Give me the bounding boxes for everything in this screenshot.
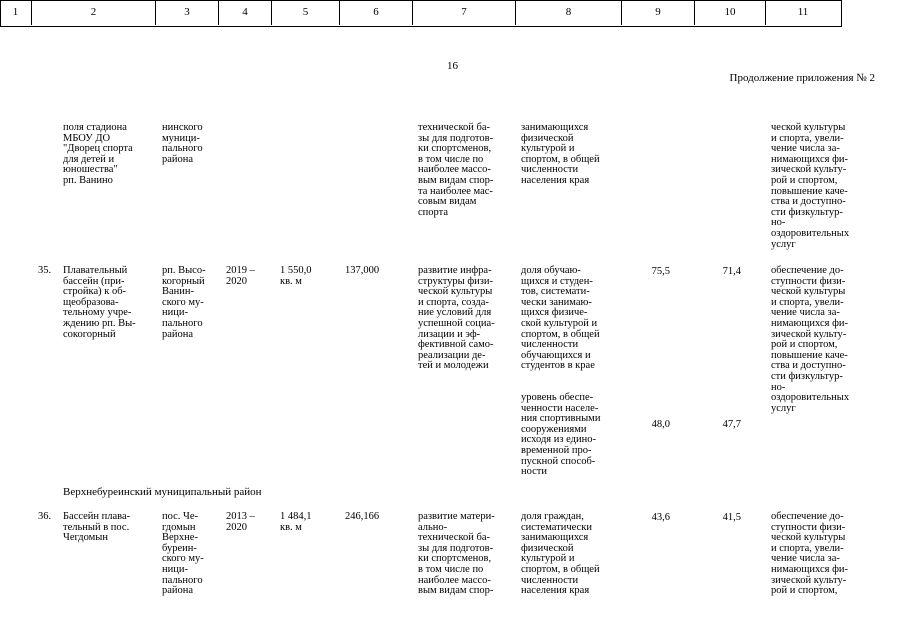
table-header: [0, 0, 842, 27]
header-col-2: 2: [90, 6, 97, 18]
row35-name: Плавательный бассейн (при- стройка) к об- щеобразова- тельному учре- ждению рп. Вы- сокогорный: [63, 265, 136, 340]
row35-years: 2019 – 2020: [226, 265, 255, 287]
row0-location: нинского муници- пального района: [162, 122, 203, 165]
row36-result: обеспечение до- ступности физи- ческой культуры и спорта, увели- чение числа за- нимающихся фи- зической культу- рой и спортом,: [771, 511, 849, 597]
row36-capacity: 1 484,1 кв. м: [280, 511, 312, 533]
row35-capacity: 1 550,0 кв. м: [280, 265, 312, 287]
row0-activity: технической ба- зы для подготов- ки спортсменов, в том числе по наиболее массо- вым видам спор- та наиболее мас- совым видам спорта: [418, 122, 494, 218]
header-col-11: 11: [797, 6, 809, 18]
row36-name: Бассейн плава- тельный в пос. Чегдомын: [63, 511, 131, 544]
row36-years: 2013 – 2020: [226, 511, 255, 533]
row35-activity: развитие инфра- структуры физи- ческой культуры и спорта, созда- ние условий для успешной социа- лизации и эф- фективной само- реализации де- тей и молодежи: [418, 265, 495, 372]
row35-cost: 137,000: [345, 265, 380, 276]
header-col-6: 6: [373, 6, 379, 18]
row36-number: 36.: [38, 511, 52, 522]
continuation-label: Продолжение приложения № 2: [729, 72, 875, 84]
row35-value-col9: 75,5: [651, 266, 670, 277]
header-col-5: 5: [302, 6, 309, 18]
header-col-4: 4: [242, 6, 248, 18]
row35-indicator: доля обучаю- щихся и студен- тов, системати- чески занимаю- щихся физиче- ской культурой и спортом, в общей численности обучающихся и студентов в крае: [521, 265, 600, 372]
header-col-8: 8: [565, 6, 572, 18]
header-col-1: 1: [12, 6, 19, 18]
row36-activity: развитие матери- ально- технической ба- зы для подготов- ки спортсменов, в том числе по наиболее массо- вым видам спор-: [418, 511, 495, 597]
row0-name: поля стадиона МБОУ ДО "Дворец спорта для детей и юношества" рп. Ванино: [63, 122, 133, 186]
header-col-3: 3: [184, 6, 190, 18]
row35-number: 35.: [38, 265, 52, 276]
header-col-7: 7: [461, 6, 467, 18]
row0-indicator: занимающихся физической культурой и спортом, в общей численности населения края: [521, 122, 600, 186]
district-heading: Верхнебуреинский муниципальный район: [63, 486, 262, 498]
row35-value-col10-2: 47,7: [722, 419, 741, 430]
row36-value-col10: 41,5: [722, 512, 741, 523]
header-col-9: 9: [655, 6, 661, 18]
row36-location: пос. Че- гдомын Верхне- буреин- ского му- ници- пального района: [162, 511, 204, 597]
row36-value-col9: 43,6: [651, 512, 670, 523]
row0-result: ческой культуры и спорта, увели- чение числа за- нимающихся фи- зической культу- рой и спортом, повышение каче- ства и доступно- сти физкультур- но- оздоровительных услуг: [771, 122, 850, 250]
row35-location: рп. Высо- когорный Ванин- ского му- ници- пального района: [162, 265, 206, 340]
row35-value-col10: 71,4: [722, 266, 741, 277]
page-number: 16: [447, 60, 458, 72]
row36-indicator: доля граждан, систематически занимающихся физической культурой и спортом, в общей численности населения края: [521, 511, 600, 597]
header-col-10: 10: [724, 6, 736, 18]
row35-indicator-2: уровень обеспе- ченности населе- ния спортивными сооружениями исходя из едино- временной про- пускной способ- ности: [521, 392, 601, 478]
row35-value-col9-2: 48,0: [651, 419, 670, 430]
row35-result: обеспечение до- ступности физи- ческой культуры и спорта, увели- чение числа за- нимающихся фи- зической культу- рой и спортом, повышение каче- ства и доступно- сти физкультур- но- оздоровительных услуг: [771, 265, 850, 414]
row36-cost: 246,166: [345, 511, 380, 522]
